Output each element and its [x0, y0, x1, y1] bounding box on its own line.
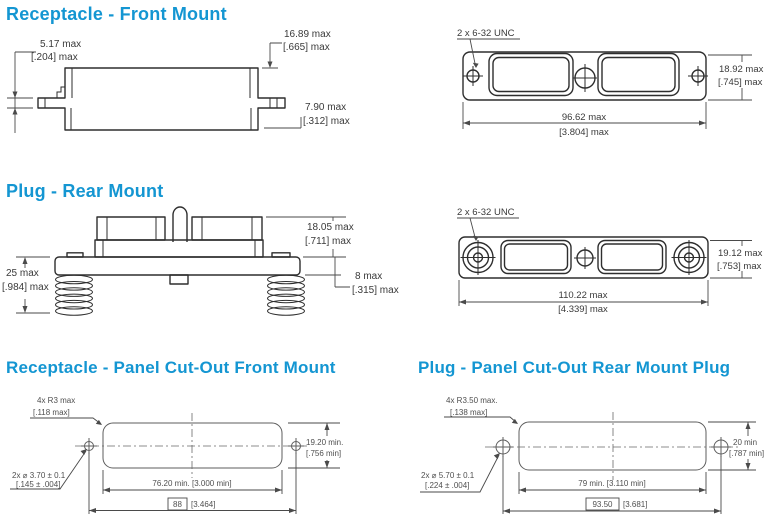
dim-flange-thickness-mm: 5.17 max [40, 39, 82, 50]
dim-rear-depth-in: [.312] max [303, 116, 350, 127]
dim-flange-thickness-in: [.204] max [31, 52, 78, 63]
arrowhead-icons [13, 62, 273, 115]
dim-width-in: [4.339] max [558, 304, 608, 315]
plug-body-outline [55, 207, 300, 284]
cutout-height-mm: 19.20 min. [306, 438, 344, 447]
thread-callout: 2 x 6-32 UNC [457, 207, 515, 218]
cutout-height-in: [.787 min] [729, 449, 765, 458]
receptacle-body-outline [38, 68, 285, 130]
dim-overall-height-in: [.984] max [2, 282, 49, 293]
dim-height-in: [.745] max [718, 77, 763, 88]
dim-body-height-mm: 18.05 max [307, 222, 354, 233]
dim-width-mm: 96.62 max [561, 112, 607, 123]
dim-body-height-in: [.711] max [305, 236, 351, 247]
dim-width-in: [3.804] max [559, 127, 609, 138]
section-title-receptacle-front-mount: Receptacle - Front Mount [6, 4, 227, 24]
thread-callout: 2 x 6-32 UNC [457, 28, 515, 39]
plug-panel-cutout-drawing [400, 385, 772, 516]
dim-overall-height-mm: 25 max [6, 268, 39, 279]
hole-spacing-inch: [3.681] [623, 500, 648, 509]
hole-diameter-mm: 2x ⌀ 3.70 ± 0.1 [12, 471, 66, 480]
plug-face-view-drawing [440, 195, 772, 319]
section-title-receptacle-panel-cutout: Receptacle - Panel Cut-Out Front Mount [6, 358, 336, 377]
spring-right-icon [268, 275, 305, 315]
cutout-width: 79 min. [3.110 min] [578, 479, 646, 488]
dim-overall-height-in: [.665] max [283, 42, 330, 53]
spring-left-icon [56, 275, 93, 315]
corner-radius-mm: 4x R3 max [37, 396, 76, 405]
corner-radius-mm: 4x R3.50 max. [446, 396, 498, 405]
dim-overall-height-mm: 16.89 max [284, 29, 331, 40]
dim-height-mm: 19.12 max [718, 248, 763, 259]
dim-height-mm: 18.92 max [719, 64, 764, 75]
hole-spacing-boxed: 93.50 [592, 500, 613, 509]
corner-radius-in: [.118 max] [33, 408, 70, 417]
cutout-height-mm: 20 min [733, 438, 758, 447]
receptacle-face-view-drawing [440, 20, 772, 148]
receptacle-body-detail-lines [45, 68, 277, 130]
hole-diameter-in: [.224 ± .004] [425, 481, 470, 490]
dim-rear-depth-mm: 7.90 max [305, 102, 347, 113]
dim-flange-height-mm: 8 max [355, 271, 383, 282]
section-title-plug-rear-mount: Plug - Rear Mount [6, 181, 164, 201]
hole-diameter-mm: 2x ⌀ 5.70 ± 0.1 [421, 471, 475, 480]
hole-diameter-in: [.145 ± .004] [16, 480, 61, 489]
jackscrew-crosshair-icons [461, 240, 707, 275]
cutout-outline [519, 422, 706, 470]
section-title-plug-panel-cutout: Plug - Panel Cut-Out Rear Mount Plug [418, 358, 731, 377]
receptacle-side-view-drawing [0, 25, 372, 155]
receptacle-panel-cutout-drawing [0, 385, 372, 516]
dim-flange-height-in: [.315] max [352, 285, 399, 296]
dim-width-mm: 110.22 max [558, 290, 608, 301]
hole-spacing-inch: [3.464] [191, 500, 216, 509]
cutout-width: 76.20 min. [3.000 min] [152, 479, 232, 488]
dim-height-in: [.753] max [717, 261, 762, 272]
cutout-outline [103, 423, 282, 468]
plug-body-detail-lines [103, 217, 255, 257]
mounting-hole-crosshair-icons [463, 64, 708, 92]
cutout-height-in: [.756 min] [306, 449, 342, 458]
corner-radius-in: [.138 max] [450, 408, 488, 417]
hole-spacing-boxed: 88 [173, 500, 182, 509]
plug-side-view-drawing [0, 200, 440, 322]
